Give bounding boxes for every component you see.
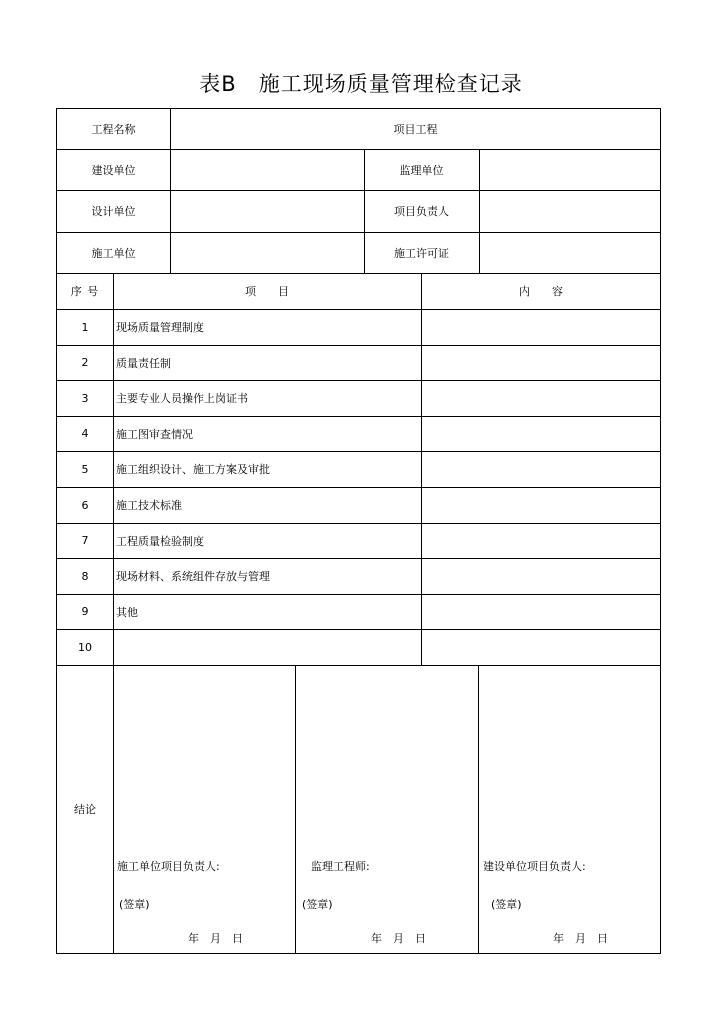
inspection-record-table: [56, 108, 661, 954]
row-item: 其他: [116, 605, 138, 619]
supervisor-label: 监理单位: [399, 163, 444, 177]
row-seq: 5: [81, 462, 89, 476]
builder-date: 年 月 日: [553, 932, 608, 945]
row-seq: 3: [81, 391, 89, 405]
row-seq: 10: [78, 640, 92, 654]
builder-seal: (签章): [491, 898, 522, 911]
contractor-signer-role: 施工单位项目负责人:: [117, 860, 220, 873]
project-name-label: 工程名称: [91, 123, 136, 136]
row-item: 施工组织设计、施工方案及审批: [116, 463, 270, 476]
builder-signer-role: 建设单位项目负责人:: [483, 860, 586, 873]
row-divider: [57, 665, 661, 666]
contractor-seal: (签章): [119, 898, 150, 911]
permit-label: 施工许可证: [394, 246, 449, 260]
conclusion-label: 结论: [74, 803, 96, 816]
builder-label: 建设单位: [91, 163, 136, 177]
row-seq: 7: [81, 534, 89, 547]
row-seq: 1: [81, 320, 89, 334]
supervisor-signer-role: 监理工程师:: [311, 860, 370, 873]
page-title: 表B 施工现场质量管理检查记录: [199, 72, 523, 96]
row-item: 施工技术标准: [116, 499, 182, 512]
manager-label: 项目负责人: [394, 205, 449, 218]
row-seq: 6: [81, 498, 89, 512]
row-item: 现场质量管理制度: [116, 321, 204, 334]
content-column-header: 内 容: [519, 285, 563, 298]
contractor-label: 施工单位: [91, 246, 136, 260]
row-seq: 2: [81, 356, 89, 369]
row-item: 主要专业人员操作上岗证书: [116, 392, 248, 405]
designer-label: 设计单位: [91, 205, 136, 218]
row-item: 现场材料、系统组件存放与管理: [116, 570, 270, 583]
item-column-header: 项 目: [245, 285, 289, 298]
row-item: 质量责任制: [116, 356, 171, 370]
row-seq: 8: [81, 569, 89, 583]
seq-column-header: 序 号: [70, 285, 100, 298]
supervisor-date: 年 月 日: [371, 932, 426, 945]
row-item: [113, 629, 421, 665]
col-divider: [479, 149, 480, 273]
supervisor-seal: (签章): [302, 898, 333, 911]
col-divider: [421, 273, 422, 665]
row-item: 施工图审查情况: [116, 427, 193, 441]
row-seq: 9: [81, 605, 89, 618]
project-name-value: 项目工程: [393, 123, 438, 136]
contractor-date: 年 月 日: [188, 932, 243, 945]
col-divider: [478, 665, 479, 953]
row-seq: 4: [81, 427, 89, 440]
row-item: 工程质量检验制度: [116, 534, 204, 548]
col-divider: [295, 665, 296, 953]
